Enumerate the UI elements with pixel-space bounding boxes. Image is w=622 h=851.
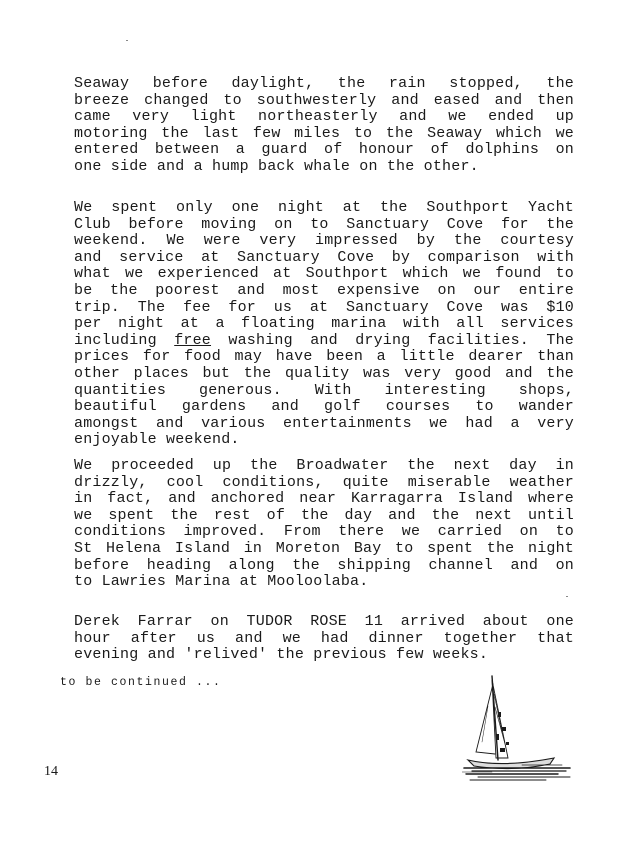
text-line: Club before moving on to Sanctuary Cove for the (74, 215, 574, 233)
text-line: St Helena Island in Moreton Bay to spent the night (74, 539, 574, 557)
text-line: per night at a floating marina with all services (74, 315, 574, 333)
text-line: Seaway before daylight, the rain stopped, the (74, 75, 574, 92)
text-line: we spent the rest of the day and the next until (74, 506, 574, 524)
text-line: drizzly, cool conditions, quite miserable weather (74, 473, 574, 491)
text-line: weekend. We were very impressed by the courtesy (74, 232, 574, 250)
text-line: in fact, and anchored near Karragarra Island where (74, 490, 574, 508)
paragraph-1 (74, 76, 574, 176)
paragraph-3 (74, 458, 574, 591)
text-line: breeze changed to southwesterly and eased and then (74, 91, 574, 109)
text-line: before heading along the shipping channel and on (74, 556, 574, 574)
text-line: trip. The fee for us at Sanctuary Cove was $10 (74, 298, 574, 316)
text-segment: washing and drying facilities. The (211, 331, 574, 349)
text-line: be the poorest and most expensive on our entire (74, 281, 574, 299)
text-line: evening and 'relived' the previous few weeks. (74, 646, 489, 664)
text-line: quantities generous. With interesting shops, (74, 381, 574, 399)
text-line: entered between a guard of honour of dolphins on (74, 141, 574, 159)
text-line: to Lawries Marina at Mooloolaba. (74, 573, 369, 591)
paragraph-2 (74, 200, 574, 449)
sailboat-sketch-icon (462, 672, 572, 784)
text-line-underlined (74, 333, 574, 350)
text-line: what we experienced at Southport which we found to (74, 265, 574, 283)
to-be-continued: to be continued ... (60, 676, 222, 689)
text-line: conditions improved. From there we carried on to (74, 523, 574, 541)
text-line: and service at Sanctuary Cove by comparison with (74, 248, 574, 266)
underlined-word: free (174, 331, 212, 349)
text-line: motoring the last few miles to the Seaway which we (74, 124, 574, 142)
text-line: prices for food may have been a little dearer than (74, 348, 574, 366)
text-line: We spent only one night at the Southport Yacht (74, 199, 574, 216)
text-line: amongst and various entertainments we had a very (74, 414, 574, 432)
text-line: one side and a hump back whale on the other. (74, 157, 479, 175)
text-line: enjoyable weekend. (74, 431, 240, 449)
text-line: beautiful gardens and golf courses to wander (74, 398, 574, 416)
scan-speck (566, 596, 568, 597)
text-line: Derek Farrar on TUDOR ROSE 11 arrived about one (74, 613, 574, 630)
paragraph-4 (74, 614, 574, 664)
scan-speck (126, 40, 128, 41)
text-line: other places but the quality was very good and the (74, 364, 574, 382)
text-line: We proceeded up the Broadwater the next day in (74, 457, 574, 474)
page-number: 14 (44, 764, 58, 779)
text-segment: including (74, 331, 175, 349)
text-line: hour after us and we had dinner together that (74, 629, 574, 647)
text-line: came very light northeasterly and we ended up (74, 108, 574, 126)
